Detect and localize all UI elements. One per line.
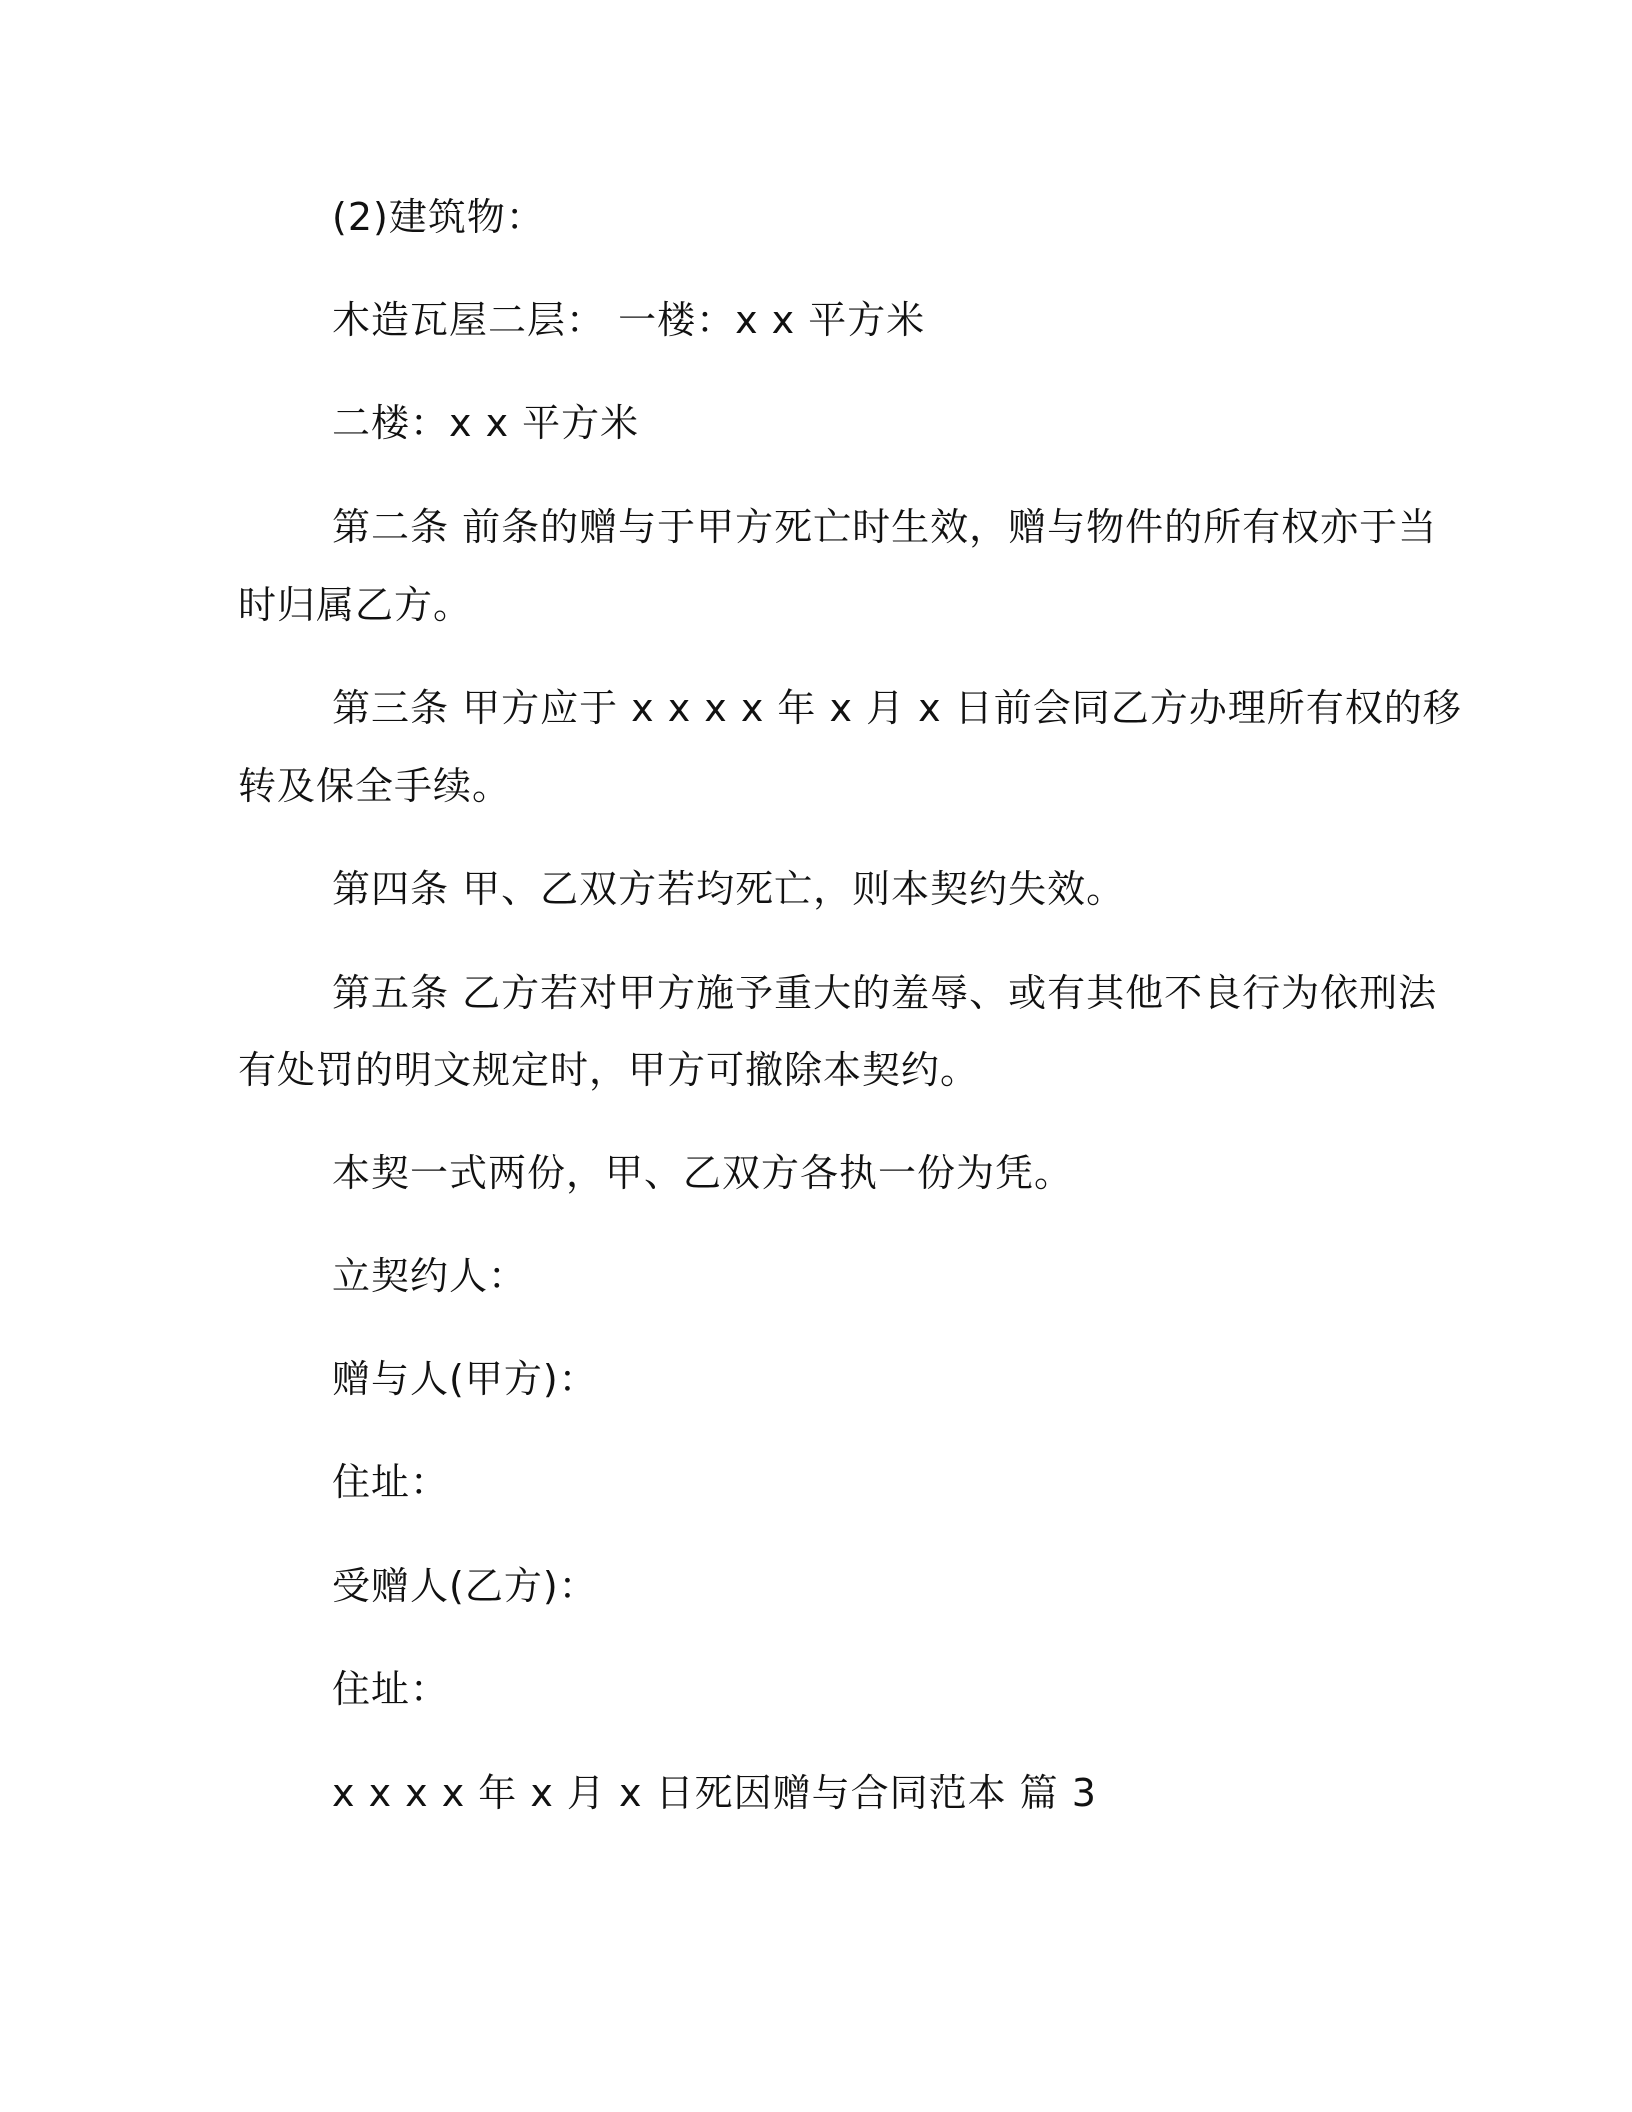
article-3-line-2: 转及保全手续。 [238,764,512,808]
copies-clause: 本契一式两份，甲、乙双方各执一份为凭。 [332,1151,1074,1195]
item-first-floor: 木造瓦屋二层： 一楼：x x 平方米 [332,298,926,342]
donee-address-label: 住址： [332,1667,450,1711]
donor-address-label: 住址： [332,1460,450,1504]
article-2-line-1: 第二条 前条的赠与于甲方死亡时生效，赠与物件的所有权亦于当 [332,505,1438,549]
donor-label: 赠与人(甲方)： [332,1357,598,1401]
date-and-next-section-title: x x x x 年 x 月 x 日死因赠与合同范本 篇 3 [332,1771,1097,1815]
item-buildings-heading: (2)建筑物： [332,195,545,239]
signatories-heading: 立契约人： [332,1254,528,1298]
article-4: 第四条 甲、乙双方若均死亡，则本契约失效。 [332,867,1126,911]
article-5-line-2: 有处罚的明文规定时，甲方可撤除本契约。 [238,1048,980,1092]
article-2-line-2: 时归属乙方。 [238,583,473,627]
article-3-line-1: 第三条 甲方应于 x x x x 年 x 月 x 日前会同乙方办理所有权的移 [332,686,1462,730]
donee-label: 受赠人(乙方)： [332,1564,598,1608]
article-5-line-1: 第五条 乙方若对甲方施予重大的羞辱、或有其他不良行为依刑法 [332,971,1438,1015]
item-second-floor: 二楼：x x 平方米 [332,401,640,445]
